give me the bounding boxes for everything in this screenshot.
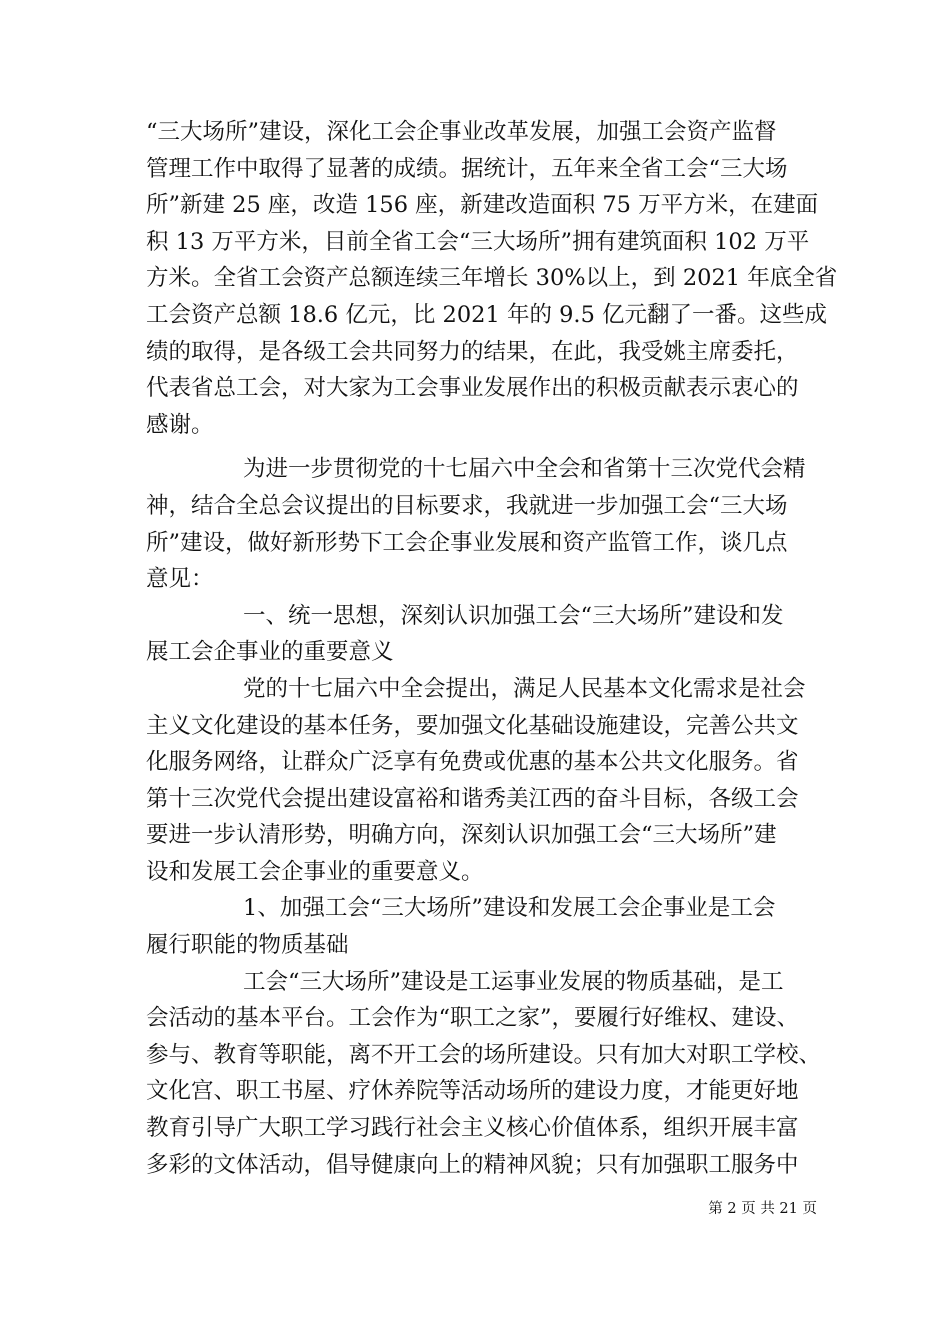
subsection-heading-line: 1、加强工会“三大场所”建设和发展工会企事业是工会 — [243, 895, 776, 922]
text-line: “三大场所”建设，深化工会企事业改革发展，加强工会资产监督 — [146, 119, 777, 145]
text-line: 所”新建 25 座，改造 156 座，新建改造面积 75 万平方米，在建面 — [146, 192, 819, 219]
text-line: 代表省总工会，对大家为工会事业发展作出的积极贡献表示衷心的 — [146, 375, 799, 402]
section-heading-line: 一、统一思想，深刻认识加强工会“三大场所”建设和发 — [243, 602, 784, 629]
text-line: 第十三次党代会提出建设富裕和谐秀美江西的奋斗目标，各级工会 — [146, 785, 799, 812]
document-body — [146, 114, 838, 1183]
text-line: 化服务网络，让群众广泛享有免费或优惠的基本公共文化服务。省 — [146, 749, 799, 776]
text-line: 多彩的文体活动，倡导健康向上的精神风貌；只有加强职工服务中 — [146, 1151, 799, 1178]
text-line: 文化宫、职工书屋、疗休养院等活动场所的建设力度，才能更好地 — [146, 1078, 799, 1105]
text-line: 意见： — [146, 566, 214, 593]
text-line: 绩的取得，是各级工会共同努力的结果，在此，我受姚主席委托， — [146, 338, 799, 365]
text-line: 感谢。 — [146, 411, 214, 438]
subsection-heading-line: 履行职能的物质基础 — [146, 932, 349, 959]
text-line: 方米。全省工会资产总额连续三年增长 30%以上，到 2021 年底全省 — [146, 265, 838, 292]
paragraph-gap — [146, 443, 818, 451]
section-heading-line: 展工会企事业的重要意义 — [146, 639, 394, 666]
text-line: 参与、教育等职能，离不开工会的场所建设。只有加大对职工学校、 — [146, 1041, 822, 1068]
text-line: 神，结合全总会议提出的目标要求，我就进一步加强工会“三大场 — [146, 492, 788, 519]
text-line: 要进一步认清形势，明确方向，深刻认识加强工会“三大场所”建 — [146, 822, 777, 849]
text-line: 会活动的基本平台。工会作为“职工之家”，要履行好维权、建设、 — [146, 1005, 800, 1032]
text-line: 教育引导广大职工学习践行社会主义核心价值体系，组织开展丰富 — [146, 1115, 799, 1142]
text-line: 积 13 万平方米，目前全省工会“三大场所”拥有建筑面积 102 万平 — [146, 228, 810, 255]
text-line: 工会“三大场所”建设是工运事业发展的物质基础，是工 — [243, 968, 784, 995]
text-line: 工会资产总额 18.6 亿元，比 2021 年的 9.5 亿元翻了一番。这些成 — [146, 301, 828, 328]
text-line: 党的十七届六中全会提出，满足人民基本文化需求是社会 — [243, 675, 806, 702]
text-line: 主义文化建设的基本任务，要加强文化基础设施建设，完善公共文 — [146, 712, 799, 739]
page-number-footer: 第 2 页 共 21 页 — [708, 1201, 817, 1217]
text-line: 为进一步贯彻党的十七届六中全会和省第十三次党代会精 — [243, 456, 806, 483]
text-line: 设和发展工会企事业的重要意义。 — [146, 858, 484, 885]
text-line: 管理工作中取得了显著的成绩。据统计，五年来全省工会“三大场 — [146, 155, 788, 182]
text-line: 所”建设，做好新形势下工会企事业发展和资产监管工作，谈几点 — [146, 529, 788, 556]
